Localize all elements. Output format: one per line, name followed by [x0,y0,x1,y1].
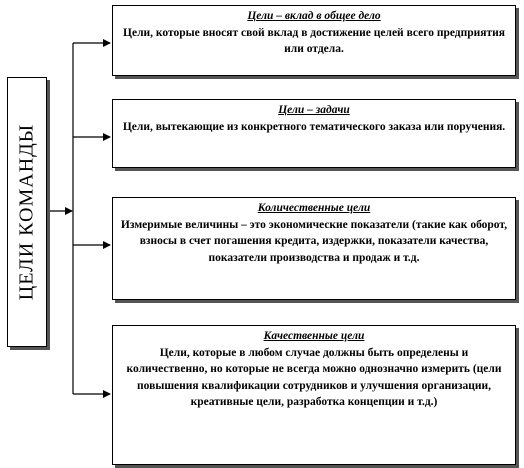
goal-title: Количественные цели [257,202,371,214]
goal-box-quantitative [112,197,516,300]
goal-text: Цели, которые вносят свой вклад в достижение целей всего предприятия или отдела. [123,26,505,55]
goal-text: Цели, которые в любом случае должны быть определены и количественно, но которые не всегда можно однозначно измерить (цели повышения квалификации сотрудников и улучшения организации, креативные цели, разработка концепции и т.д.) [126,346,502,408]
goal-box-tasks [112,99,516,168]
goal-text: Измеримые величины – это экономические показатели (такие как оборот, взносы в счет погашения кредита, издержки, показатели качества, показатели производства и продаж и т.д. [120,218,508,264]
goal-title: Цели – задачи [278,104,350,116]
goal-box-contribution [112,5,516,76]
goal-box-qualitative [112,325,516,465]
root-box [7,77,47,347]
goal-title: Качественные цели [263,330,365,342]
goal-text: Цели, вытекающие из конкретного тематического заказа или поручения. [122,120,506,133]
goal-title: Цели – вклад в общее дело [247,10,381,22]
root-label: ЦЕЛИ КОМАНДЫ [15,123,38,301]
